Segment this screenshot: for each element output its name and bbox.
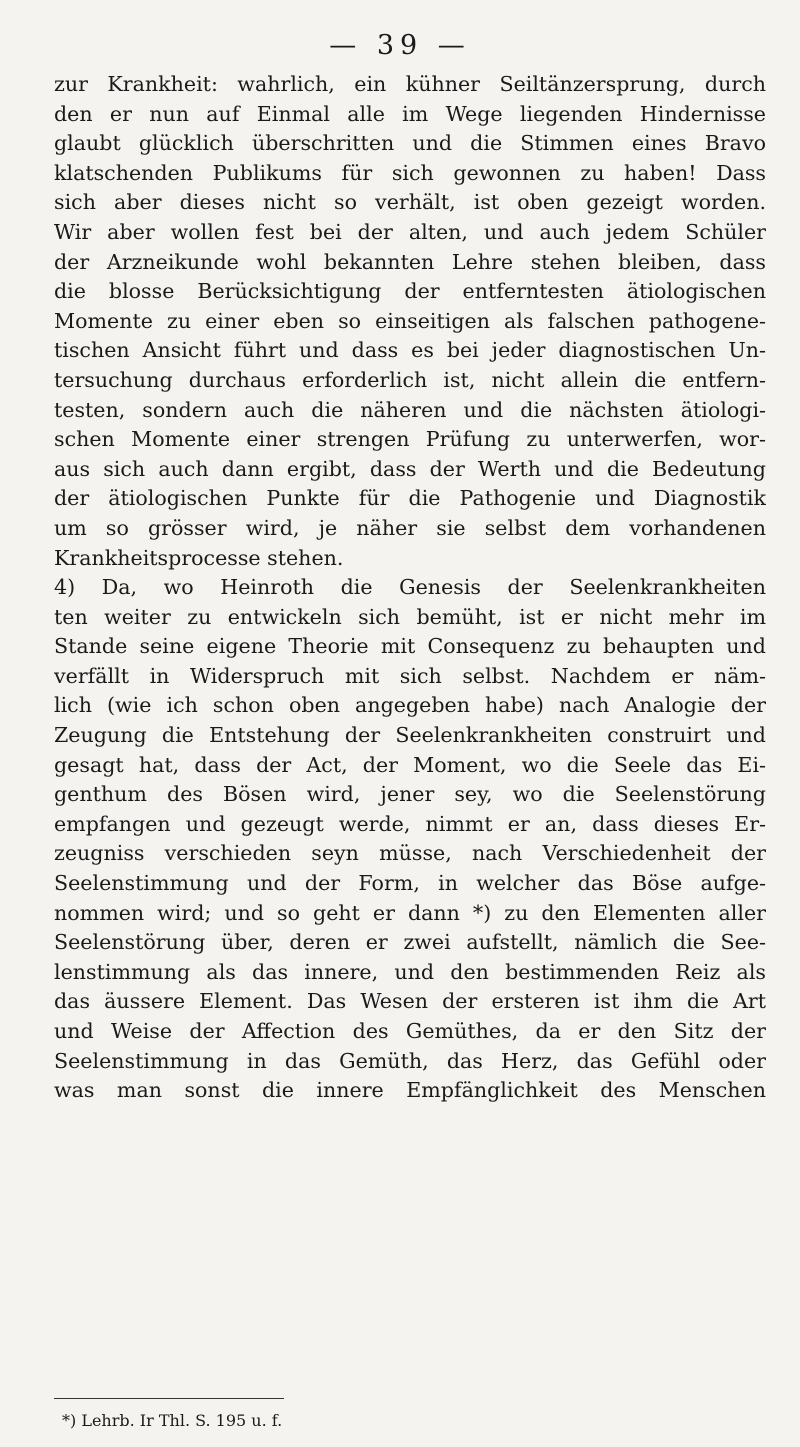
text-line: Stande seine eigene Theorie mit Consequenz zu behaupten und [54,634,766,659]
text-line: zeugniss verschieden seyn müsse, nach Verschiedenheit der [54,841,766,866]
text-line: lenstimmung als das innere, und den bestimmenden Reiz als [54,959,766,984]
text-line: tersuchung durchaus erforderlich ist, nicht allein die entfern- [54,367,766,392]
text-line: tischen Ansicht führt und dass es bei jeder diagnostischen Un- [54,338,766,363]
text-line: nommen wird; und so geht er dann *) zu den Elementen aller [54,900,766,925]
text-line: das äussere Element. Das Wesen der ersteren ist ihm die Art [54,989,766,1014]
text-line: der ätiologischen Punkte für die Pathogenie und Diagnostik [54,486,766,511]
text-line: den er nun auf Einmal alle im Wege liegenden Hindernisse [54,101,766,126]
text-line: glaubt glücklich überschritten und die Stimmen eines Bravo [54,131,766,156]
text-line: sich aber dieses nicht so verhält, ist oben gezeigt worden. [54,190,766,215]
text-line: testen, sondern auch die näheren und die nächsten ätiologi- [54,397,766,422]
text-line: Seelenstimmung und der Form, in welcher das Böse aufge- [54,871,766,896]
text-line: genthum des Bösen wird, jener sey, wo die Seelenstörung [54,782,766,807]
text-line: Zeugung die Entstehung der Seelenkrankheiten construirt und [54,723,766,748]
text-line: schen Momente einer strengen Prüfung zu unterwerfen, wor- [54,427,766,452]
text-line: und Weise der Affection des Gemüthes, da er den Sitz der [54,1019,766,1043]
text-line: Wir aber wollen fest bei der alten, und auch jedem Schüler [54,219,766,244]
text-line: was man sonst die innere Empfänglichkeit des Menschen [54,1078,766,1103]
text-line: klatschenden Publikums für sich gewonnen zu haben! Dass [54,160,766,185]
text-line: zur Krankheit: wahrlich, ein kühner Seiltänzersprung, durch [54,72,766,96]
text-line: der Arzneikunde wohl bekannten Lehre stehen bleiben, dass [54,249,766,274]
text-line: Seelenstörung über, deren er zwei aufstellt, nämlich die See- [54,930,766,955]
footnote: *) Lehrb. Ir Thl. S. 195 u. f. [62,1411,283,1430]
text-line: aus sich auch dann ergibt, dass der Werth und die Bedeutung [54,456,766,481]
body-text [54,70,766,1106]
text-line: die blosse Berücksichtigung der entferntesten ätiologischen [54,279,766,304]
text-line: ten weiter zu entwickeln sich bemüht, ist er nicht mehr im [54,604,766,629]
text-line: gesagt hat, dass der Act, der Moment, wo die Seele das Ei- [54,752,766,777]
text-line: Momente zu einer eben so einseitigen als falschen pathogene- [54,308,766,333]
text-line: Seelenstimmung in das Gemüth, das Herz, das Gefühl oder [54,1048,766,1073]
text-line: 4) Da, wo Heinroth die Genesis der Seelenkrankheiten [54,575,766,600]
page-number: — 39 — [329,30,471,61]
text-line: um so grösser wird, je näher sie selbst dem vorhandenen [54,515,766,540]
text-line: empfangen und gezeugt werde, nimmt er an, dass dieses Er- [54,811,766,836]
text-line: verfällt in Widerspruch mit sich selbst. Nachdem er näm- [54,663,766,688]
text-line-paragraph-end: Krankheitsprocesse stehen. [54,545,344,570]
text-line: lich (wie ich schon oben angegeben habe) nach Analogie der [54,693,766,718]
footnote-divider [54,1398,284,1399]
